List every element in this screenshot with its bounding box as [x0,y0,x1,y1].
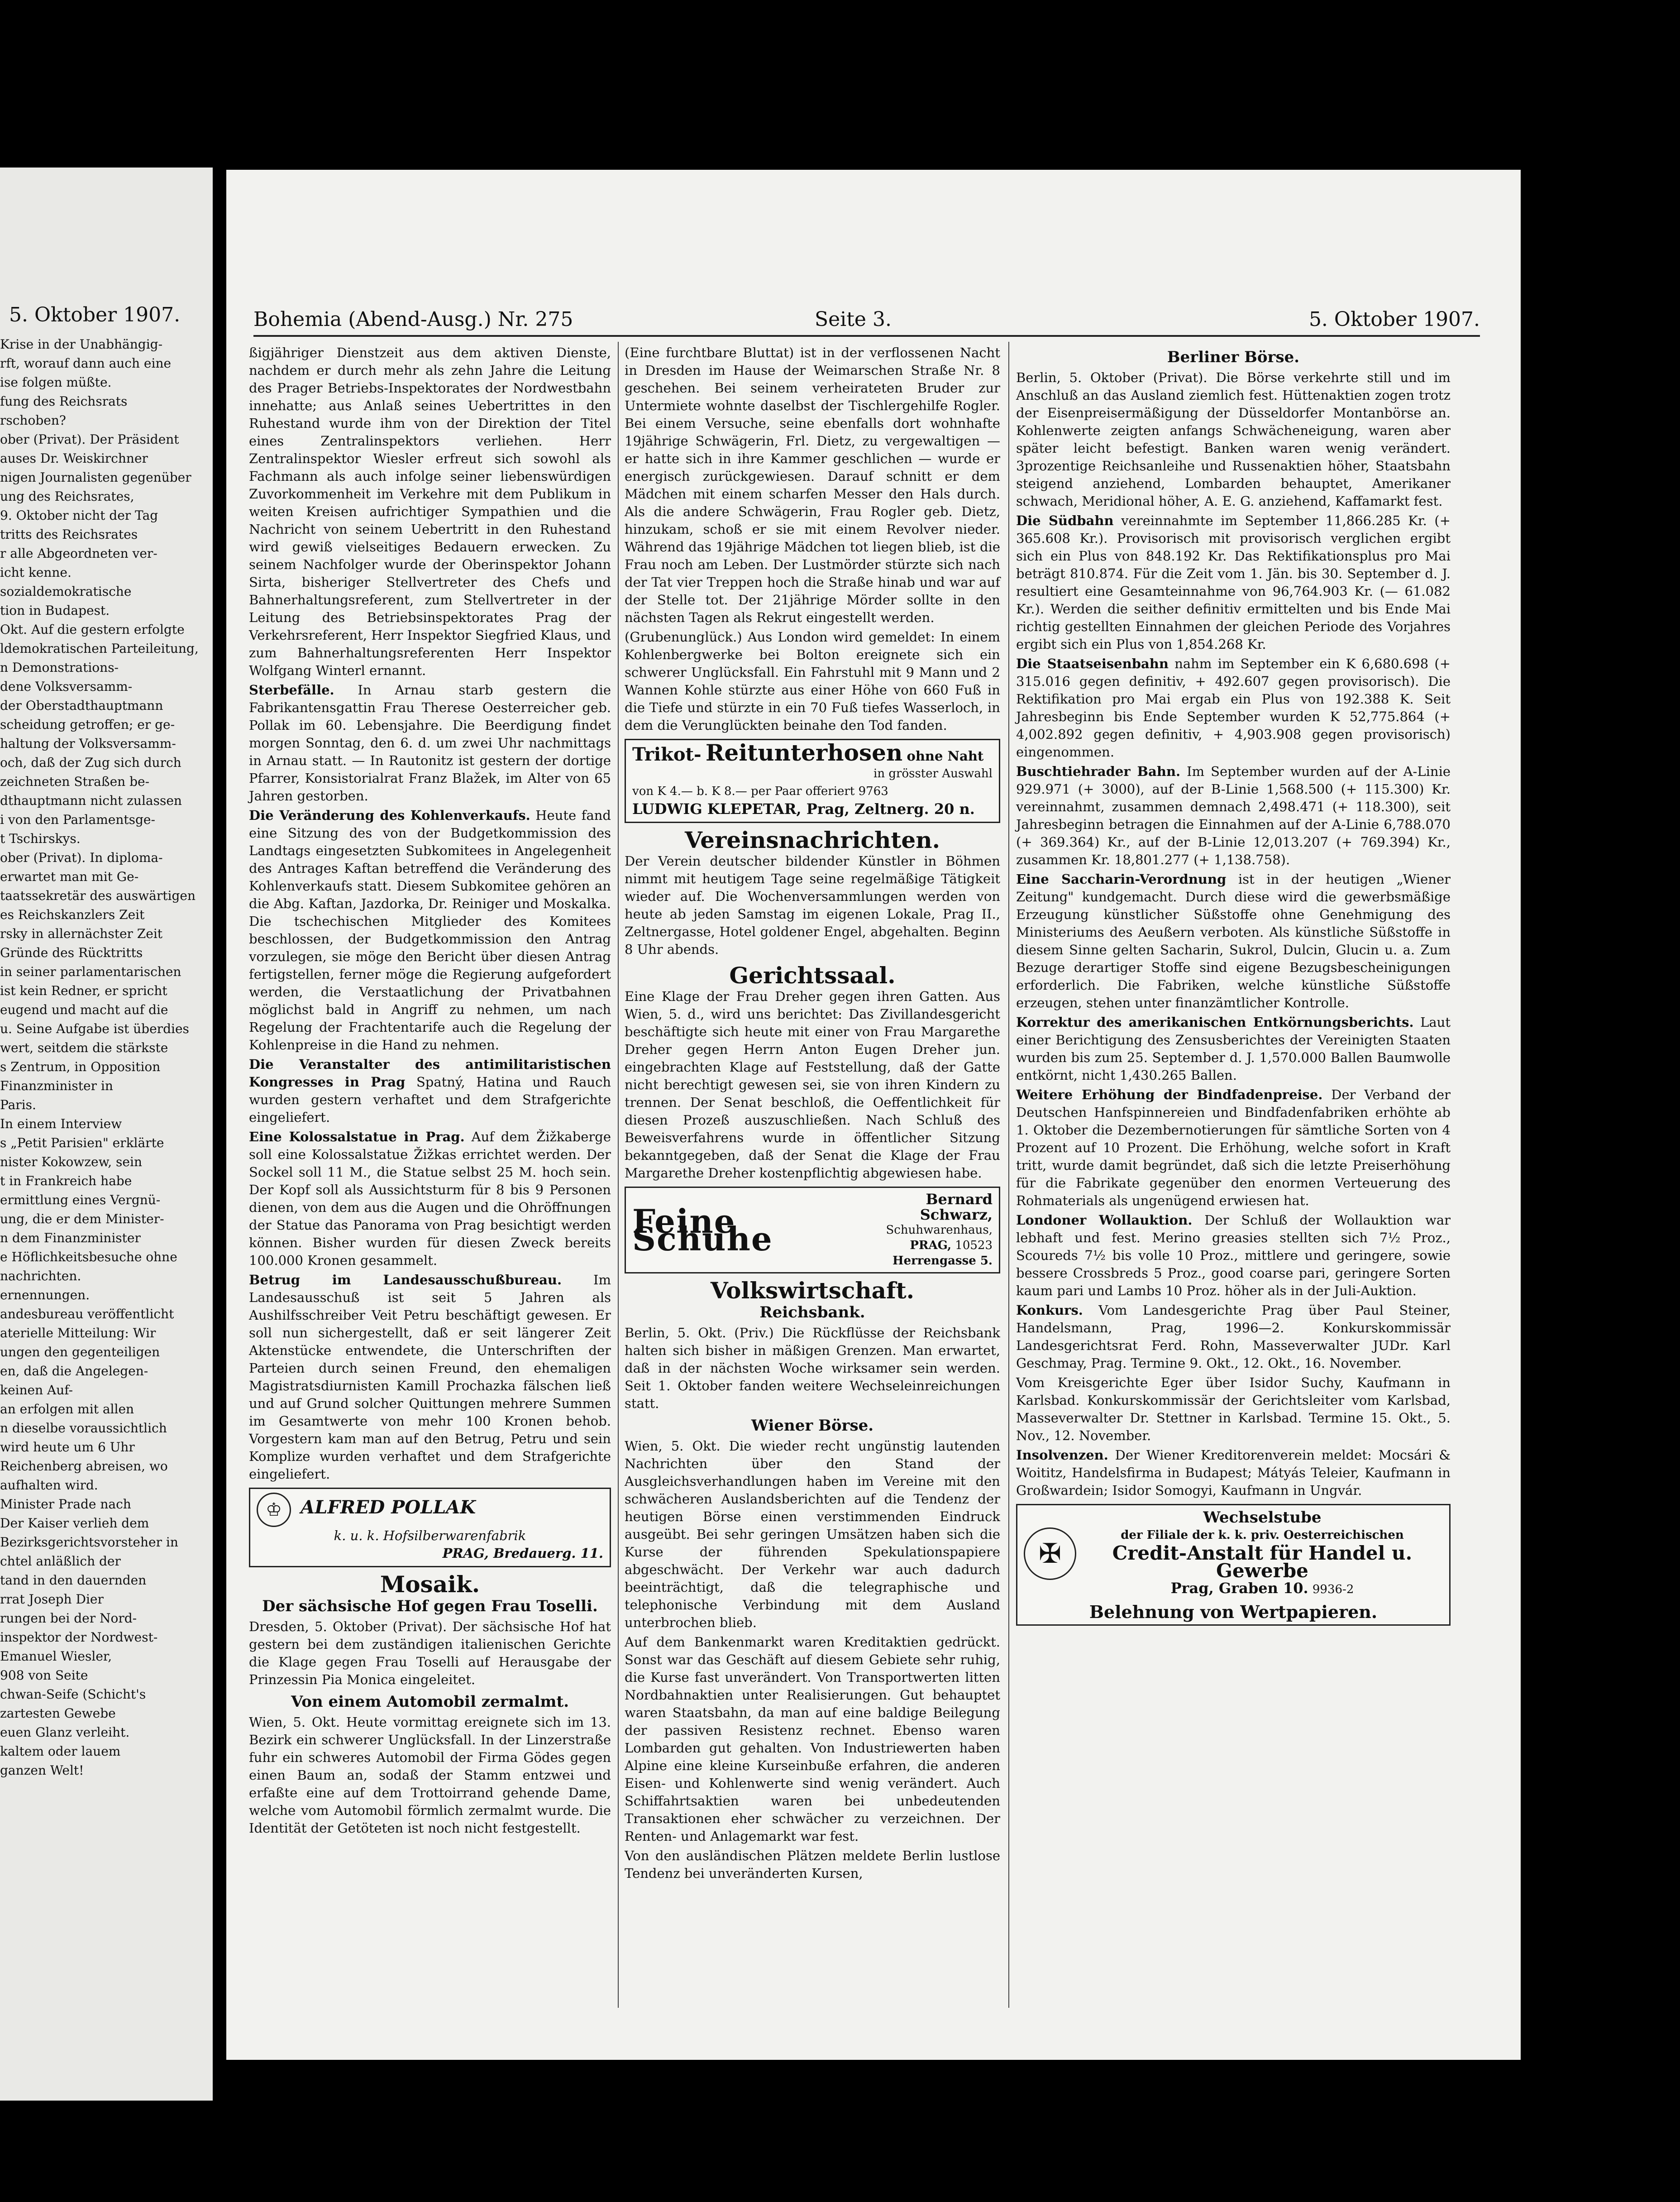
previous-page-line: tion in Budapest. [0,603,110,618]
ad-price: von K 4.— b. K 8.— per Paar offeriert [632,785,855,798]
previous-page-line: t in Frankreich habe [0,1173,132,1188]
article [1016,871,1451,1012]
article-text: Auf dem Bankenmarkt waren Kreditaktien gedrückt. Sonst war das Geschäft auf diesem Gebiete sehr ruhig, die Kurse fast unverändert. Von Transportwerten litten Nordbahnaktien unter Realisierungen. Gut behauptet waren Staatsbahn, da man auf eine baldige Beilegung der passiven Resistenz rechnet. Ebenso waren Lombarden gut gehalten. Von Industriewerten haben Alpine eine kleine Kurseinbuße erfahren, die anderen Eisen- und Kohlenwerte sind wenig verändert. Auch Schiffahrtsaktien waren bei unbedeutenden Transaktionen eher schwächer zu verzeichnen. Der Renten- und Anlagemarkt war fest. [625,1634,1000,1844]
previous-page-line: eugend und macht auf die [0,1002,168,1017]
article [1016,1446,1451,1499]
article-title: Die Staatseisenbahn [1016,656,1169,671]
article [1016,1014,1451,1084]
article-text: Berlin, 5. Oktober (Privat). Die Börse verkehrte still und im Anschluß an das Ausland ziemlich fest. Hüttenaktien zogen trotz der Eisenpreisermäßigung der Düsseldorfer Montanbörse an. Kohlenwerte zeigten anfangs Schwächeneigung, waren aber später leicht befestigt. Banken waren wenig verändert. 3prozentige Reichsanleihe und Russenaktien höher, Staatsbahn steigend anziehend, Lombarden behauptet, Amerikaner schwach, Meridional höher, A. E. G. anziehend, Kaffamarkt fest. [1016,370,1451,509]
previous-page-line: s Zentrum, in Opposition [0,1059,161,1074]
previous-page-line: ise folgen müßte. [0,375,112,390]
article-text: Von den ausländischen Plätzen meldete Berlin lustlose Tendenz bei unveränderten Kursen, [625,1848,1000,1881]
ad-address: Prag, Graben 10. [1170,1580,1308,1597]
article-text: Berlin, 5. Okt. (Priv.) Die Rückflüsse der Reichsbank halten sich bisher in mäßigen Grenzen. Man erwartet, daß in der nächsten Woche wirksamer sein werden. Seit 1. Oktober fanden weitere Wechseleinreichungen statt. [625,1325,1000,1411]
article-title: Die Veranstalter des antimilitaristischen Kongresses in Prag [249,1057,611,1090]
previous-page-line: scheidung getroffen; er ge- [0,717,175,732]
previous-page-line: ldemokratischen Parteileitung, [0,641,199,656]
ad-company: Credit-Anstalt für Handel u. Gewerbe [1112,1542,1413,1582]
ad-number: 10523 [955,1239,993,1252]
section-heading: Gerichtssaal. [729,962,896,989]
ad-street: Herrengasse 5. [892,1254,993,1268]
article-text: Der Wiener Kreditorenverein meldet: Mocsári & Woititz, Handelsfirma in Budapest; Mátyás Teleier, Kaufmann in Großwardein; Isidor Somogyi, Kaufmann in Ungvár. [1016,1447,1451,1498]
previous-page-fragment [0,168,213,2101]
ad-text: Trikot- [632,744,702,765]
previous-page-line: zartesten Gewebe [0,1706,116,1721]
previous-page-line: fung des Reichsrats [0,394,128,409]
column-divider [618,342,619,2008]
article-text: Vom Kreisgerichte Eger über Isidor Suchy, Kaufmann in Karlsbad. Konkurskommissär der Gerichtsleiter vom Karlsbad, Masseverwalter Dr. Stettner in Karlsbad. Termine 15. Okt., 5. Nov., 12. November. [1016,1375,1451,1443]
previous-page-line: rrat Joseph Dier [0,1592,104,1607]
article-text: ist in der heutigen „Wiener Zeitung" kundgemacht. Durch diese wird die gewerbsmäßige Erzeugung künstlicher Süßstoffe ohne Genehmigung des Ministeriums des Aeußern verboten. Als künstliche Süßstoffe in diesem Sinne gelten Sacharin, Sukrol, Dulcin, Glucin u. a. Zum Bezuge derartiger Stoffe sind eigene Bezugsbescheinigungen erforderlich. Die Fabriken, welche künstliche Süßstoffe erzeugen, stehen unter finanzämtlicher Kontrolle. [1016,871,1451,1010]
ad-address: LUDWIG KLEPETAR, Prag, Zeltnerg. 20 n. [632,800,975,818]
previous-page-text-column [0,335,204,1780]
article-title: Eine Saccharin-Verordnung [1016,871,1227,887]
ad-service: Belehnung von Wertpapieren. [1089,1602,1378,1622]
article-text: nahm im September ein K 6,680.698 (+ 315.016 gegen definitiv, + 492.607 gegen provisorisch). Die Rektifikation pro Mai ergab ein Plus von 192.388 K. Seit Jahresbeginn bis Ende September wurden K 52,775.864 (+ 4,002.892 gegen definitiv, + 4,903.908 gegen provisorisch) eingenommen. [1016,656,1451,760]
article-text: Wien, 5. Okt. Die wieder recht ungünstig lautenden Nachrichten über den Stand der Ausgleichsverhandlungen haben im Vereine mit den schwächeren Auslandsberichten auf die Tendenz der heutigen Börse einen verstimmenden Eindruck ausgeübt. Bei sehr geringen Umsätzen haben sich die Kurse der führenden Spekulationspapiere abgeschwächt. Der Verkehr war auch dadurch beeinträchtigt, daß die telegraphische und telephonische Verbindung mit dem Ausland unterbrochen blieb. [625,1438,1000,1630]
double-eagle-emblem-icon: ✠ [1024,1527,1076,1580]
article [249,681,611,805]
article-title: Weitere Erhöhung der Bindfadenpreise. [1016,1087,1323,1102]
previous-page-line: zeichneten Straßen be- [0,774,150,789]
column-divider [1008,342,1009,2008]
advertisement-credit-anstalt [1016,1504,1451,1626]
previous-page-line: in seiner parlamentarischen [0,964,181,979]
article-title: Insolvenzen. [1016,1447,1108,1463]
previous-page-line: s „Petit Parisien" erklärte [0,1135,164,1150]
previous-page-line: rsky in allernächster Zeit [0,926,163,941]
previous-page-line: e Höflichkeitsbesuche ohne [0,1249,177,1264]
article-heading: Berliner Börse. [1167,348,1300,366]
ad-number: 9763 [858,785,888,798]
article-text: Der Verein deutscher bildender Künstler in Böhmen nimmt mit heutigem Tage seine regelmäßige Tätigkeit wieder auf. Die Wochenversammlungen werden von heute ab jeden Samstag im eigenen Lokale, Prag II., Zeltnergasse, Hotel goldener Engel, abgehalten. Beginn 8 Uhr abends. [625,853,1000,957]
previous-page-line: chtel anläßlich der [0,1554,121,1569]
previous-page-line: Gründe des Rücktritts [0,945,143,960]
previous-page-line: 908 von Seite [0,1668,88,1683]
ad-text: ohne Naht [907,748,984,764]
newspaper-page [226,170,1521,2060]
article-title: Londoner Wollauktion. [1016,1212,1193,1228]
column-2 [625,344,1000,1884]
column-1 [249,344,611,1839]
advertisement-klepetar [625,739,1000,823]
article-text: ßigjähriger Dienstzeit aus dem aktiven Dienste, nachdem er durch mehr als zehn Jahre die Leitung des Prager Betriebs-Inspektorates der Nordwestbahn innehatte; aus Anlaß seines Uebertrittes in den Ruhestand wurde ihm von der Direktion der Titel eines Zentralinspektors verliehen. Herr Zentralinspektor Wiesler erfreut sich sowohl als Fachmann als auch infolge seiner liebenswürdigen Zuvorkommenheit im Verkehre mit dem Publikum in weiten Kreisen aufrichtiger Sympathien und die Nachricht von seinem Uebertritt in den Ruhestand wird gewiß vielseitiges Bedauern erwecken. Zu seinem Nachfolger wurde der Oberinspektor Johann Sirta, bisheriger Stellvertreter des Chefs und Bahnerhaltungsreferent, zum Stellvertreter in der Leitung des Betriebsinspektorates Prag der Verkehrsreferent, Herr Inspektor Siegfried Klaus, und zum Bahnerhaltungsreferenten Herr Inspektor Wolfgang Winterl ernannt. [249,345,611,678]
ad-address: PRAG, Bredauerg. 11. [442,1546,603,1561]
previous-page-line: u. Seine Aufgabe ist überdies [0,1021,189,1036]
previous-page-line: Paris. [0,1097,36,1112]
previous-page-line: en, daß die Angelegen- [0,1364,148,1379]
article [1016,1086,1451,1210]
previous-page-line: rft, worauf dann auch eine [0,356,172,371]
section-heading: Volkswirtschaft. [710,1277,915,1304]
page-header [253,308,1480,337]
previous-page-line: es Reichskanzlers Zeit [0,907,145,922]
previous-page-line: tritts des Reichsrates [0,527,138,542]
previous-page-line: rungen bei der Nord- [0,1611,137,1626]
previous-page-line: sozialdemokratische [0,584,132,599]
article-title: Eine Kolossalstatue in Prag. [249,1129,465,1144]
previous-page-line: wert, seitdem die stärkste [0,1040,168,1055]
previous-page-line: n dem Finanzminister [0,1230,141,1245]
previous-page-line: keinen Auf- [0,1383,73,1398]
previous-page-line: ermittlung eines Vergnü- [0,1192,161,1207]
previous-page-line: n Demonstrations- [0,660,119,675]
section-heading: Vereinsnachrichten. [684,827,940,853]
article [1016,763,1451,869]
article-heading: Der sächsische Hof gegen Frau Toselli. [262,1597,598,1615]
article-text: Auf dem Žižkaberge soll eine Kolossalstatue Žižkas errichtet werden. Der Sockel soll 11 M., die Statue selbst 25 M. hoch sein. Der Kopf soll als Aussichtsturm für 8 bis 9 Personen dienen, von dem aus die Augen und die Ohröffnungen der Statue das Panorama von Prag besichtigt werden können. Bisher wurden für diesen Zweck bereits 100.000 Kronen gesammelt. [249,1129,611,1268]
previous-page-line: auses Dr. Weiskirchner [0,451,148,466]
previous-page-line: 9. Oktober nicht der Tag [0,508,158,523]
previous-page-line: inspektor der Nordwest- [0,1630,158,1645]
article-text: Laut einer Berichtigung des Zensusberichtes der Vereinigten Staaten wurden bis zum 25. September d. J. 1,570.000 Ballen Baumwolle entkörnt, nicht 1,430.265 Ballen. [1016,1015,1451,1083]
previous-page-line: dthauptmann nicht zulassen [0,793,182,808]
article-text: Im Landesausschuß ist seit 5 Jahren als Aushilfsschreiber Veit Petru beschäftigt gewesen. Er soll nun sichergestellt, daß er seit längerer Zeit Aktenstücke entwendete, die Unterschriften der Parteien durch seinen Freund, den ehemaligen Magistratsdiurnisten Kamill Prochazka fälschen ließ und auf Grund solcher Quittungen mehrere Summen im Gesamtwerte von mehr 100 Kronen behob. Vorgestern kam man auf den Betrug, Petru und sein Komplize wurden verhaftet und dem Strafgerichte eingeliefert. [249,1272,611,1482]
article-title: Die Südbahn [1016,513,1114,528]
previous-page-line: t Tschirskys. [0,831,81,846]
previous-page-line: erwartet man mit Ge- [0,869,139,884]
article-text: Dresden, 5. Oktober (Privat). Der sächsische Hof hat gestern bei dem zuständigen italienischen Gerichte die Klage gegen Frau Toselli auf Herausgabe der Prinzessin Pia Monica eingeleitet. [249,1619,611,1687]
previous-page-line: an erfolgen mit allen [0,1402,134,1417]
ad-subtitle: Schuhwarenhaus, [886,1223,993,1237]
previous-page-line: andesbureau veröffentlicht [0,1307,174,1321]
article-title: Die Veränderung des Kohlenverkaufs. [249,808,530,823]
article-title: Buschtiehrader Bahn. [1016,764,1181,779]
previous-page-line: haltung der Volksversamm- [0,736,176,751]
page-number: Seite 3. [815,308,892,331]
previous-page-line: Krise in der Unabhängig- [0,337,163,352]
article-heading: Von einem Automobil zermalmt. [291,1693,569,1711]
article [249,1271,611,1483]
article-text: Spatný, Hatina und Rauch wurden gestern verhaftet und dem Strafgerichte eingeliefert. [249,1074,611,1125]
previous-page-line: i von den Parlamentsge- [0,812,155,827]
previous-page-line: nister Kokowzew, sein [0,1154,142,1169]
column-3 [1016,344,1451,1630]
article-text: In Arnau starb gestern die Fabrikantensgattin Frau Therese Oesterreicher geb. Pollak im 60. Lebensjahre. Die Beerdigung findet morgen Sonntag, den 6. d. um zwei Uhr nachmittags in Arnau statt. — In Rautonitz ist gestern der dortige Pfarrer, Konsistorialrat Franz Blažek, im Alter von 65 Jahren gestorben. [249,682,611,804]
article [1016,1211,1451,1300]
previous-page-line: Okt. Auf die gestern erfolgte [0,622,185,637]
article-heading: Reichsbank. [759,1303,865,1321]
article [1016,512,1451,653]
ad-text: in grösster Auswahl [873,767,993,780]
article-heading: Wiener Börse. [751,1417,874,1435]
previous-page-line: ungen den gegenteiligen [0,1345,160,1359]
previous-page-line: nachrichten. [0,1269,81,1283]
article-text: (Grubenunglück.) Aus London wird gemeldet: In einem Kohlenbergwerke bei Bolton ereignete sich ein schwerer Unglücksfall. Ein Fahrstuhl mit 9 Mann und 2 Wannen Kohle stürzte aus einer Höhe von 660 Fuß in die Tiefe und stürzte in ein 70 Fuß tiefes Wasserloch, in dem die Verunglückten beinahe den Tod fanden. [625,629,1000,733]
ad-number: 9936-2 [1312,1583,1354,1596]
previous-page-line: Reichenberg abreisen, wo [0,1459,168,1474]
previous-page-line: nigen Journalisten gegenüber [0,470,191,485]
article-text: Eine Klage der Frau Dreher gegen ihren Gatten. Aus Wien, 5. d., wird uns berichtet: Das Zivillandesgericht beschäftigte sich heute mit einer von Frau Margarethe Dreher gegen Herrn Anton Eugen Dreher jun. eingebrachten Klage auf Feststellung, daß der Gatte nicht berechtigt gewesen sei, sie von ihren Kindern zu trennen. Der Senat beschloß, die Oeffentlichkeit für diesen Prozeß auszuschließen. Nach Schluß des Beweisverfahrens wurde in öffentlicher Sitzung bekanntgegeben, daß der Senat die Klage der Frau Margarethe Dreher kostenpflichtig abgewiesen habe. [625,989,1000,1181]
article [1016,1302,1451,1372]
previous-page-line: Emanuel Wiesler, [0,1649,112,1664]
previous-page-line: aufhalten wird. [0,1478,98,1493]
ad-subtitle: k. u. k. Hofsilberwarenfabrik [334,1528,526,1543]
article-title: Betrug im Landesausschußbureau. [249,1272,562,1288]
previous-page-line: n dieselbe voraussichtlich [0,1421,167,1436]
advertisement-schwarz [625,1187,1000,1273]
article-text: Der Schluß der Wollauktion war lebhaft und fest. Merino greasies stellten sich 7½ Proz., Scoureds 7½ bis volle 10 Proz., mittlere und geringere, sowie bessere Crossbreds 5 Proz., good coarse pari, geringere Sorten kaum pari und Lambs 10 Proz. höher als in der Juli-Auktion. [1016,1212,1451,1298]
previous-page-line: rschoben? [0,413,66,428]
previous-page-line: wird heute um 6 Uhr [0,1440,135,1455]
ad-city: PRAG, [910,1239,952,1252]
advertisement-pollak [249,1488,611,1567]
crown-emblem-icon: ♔ [257,1493,291,1527]
previous-page-line: kaltem oder lauem [0,1744,121,1759]
article-text: Wien, 5. Okt. Heute vormittag ereignete sich im 13. Bezirk ein schwerer Unglücksfall. In der Linzerstraße fuhr ein schweres Automobil der Firma Gödes gegen einen Baum an, sodaß der Stamm entzwei und erfaßte eine auf dem Trottoirrand gehende Dame, welche vom Automobil förmlich zermalmt wurde. Die Identität der Getöteten ist noch nicht festgestellt. [249,1714,611,1836]
previous-page-line: aterielle Mitteilung: Wir [0,1326,156,1340]
previous-page-header-date: 5. Oktober 1907. [9,303,181,326]
ad-title: Wechselstube [1203,1508,1322,1527]
previous-page-line: ung des Reichsrates, [0,489,134,504]
ad-text [632,783,993,800]
previous-page-line: In einem Interview [0,1116,122,1131]
previous-page-line: tand in den dauernden [0,1573,147,1588]
article-text: Der Verband der Deutschen Hanfspinnereien und Bindfadenfabriken erhöhte ab 1. Oktober die Dezembernotierungen für sämtliche Sorten von 4 Prozent auf 10 Prozent. Die Erhöhung, welche sofort in Kraft tritt, wurde damit begründet, daß sich die letzte Preiserhöhung für die Fabrikate gegenüber den enormen Verteuerung des Rohmaterials als ungenügend erwiesen hat. [1016,1087,1451,1208]
previous-page-line: ernennungen. [0,1288,90,1302]
article-text: Vom Landesgerichte Prag über Paul Steiner, Handelsmann, Prag, 1996—2. Konkurskommissär Landesgerichtsrat Ferd. Rohn, Masseverwalter JUDr. Karl Geschmay, Prag. Termine 9. Okt., 12. Okt., 16. November. [1016,1302,1451,1371]
previous-page-line: Finanzminister in [0,1078,113,1093]
previous-page-line: chwan-Seife (Schicht's [0,1687,146,1702]
previous-page-line: ganzen Welt! [0,1763,84,1778]
ad-details [863,1192,993,1269]
article-title: Sterbefälle. [249,682,334,698]
ad-company-name: ALFRED POLLAK [301,1497,476,1518]
previous-page-line: r alle Abgeordneten ver- [0,546,158,561]
previous-page-line: Minister Prade nach [0,1497,131,1512]
ad-headline: Feine Schuhe [632,1202,773,1258]
previous-page-line: der Oberstadthauptmann [0,698,163,713]
previous-page-line: ung, die er dem Minister- [0,1211,164,1226]
previous-page-line: ist kein Redner, er spricht [0,983,167,998]
previous-page-line: ober (Privat). In diploma- [0,850,163,865]
previous-page-line: Bezirksgerichtsvorsteher in [0,1535,178,1550]
previous-page-line: icht kenne. [0,565,72,580]
previous-page-line: taatssekretär des auswärtigen [0,888,196,903]
article [249,1128,611,1269]
article-text: Heute fand eine Sitzung des von der Budgetkommission des Landtags eingesetzten Subkomitees in Angelegenheit des Antrages Kaftan betreffend die Veränderung des Kohlenverkaufs statt. Diesem Subkomitee gehören an die Abg. Kaftan, Jazdorka, Dr. Reiniger und Moskalka. Die tschechischen Mitglieder des Komitees beschlossen, der Budgetkommission den Antrag vorzulegen, sie möge den Bericht über diesen Antrag fertigstellen, ferner möge die Regierung aufgefordert werden, die Verstaatlichung der Privatbahnen möglichst bald in Angriff zu nehmen, um nach Regelung der Frachtentarife auch die Regelung der Kohlenpreise in die Hand zu nehmen. [249,808,611,1053]
article-text: Im September wurden auf der A-Linie 929.971 (+ 3000), auf der B-Linie 1,568.500 (+ 115.300) Kr. vereinnahmt, zusammen demnach 2,498.471 (+ 118.300), seit Jahresbeginn betragen die Einnahmen auf der A-Linie 6,788.070 (+ 369.364) Kr., auf der B-Linie 12,013.207 (+ 769.394) Kr., zusammen Kr. 18,801.277 (+ 1,138.758). [1016,764,1451,867]
previous-page-line: dene Volksversamm- [0,679,133,694]
previous-page-line: Der Kaiser verlieh dem [0,1516,149,1531]
article-text: vereinnahmte im September 11,866.285 Kr. (+ 365.608 Kr.). Provisorisch mit provisorisch verglichen ergibt sich ein Plus von 848.192 Kr. Das Rektifikationsplus pro Mai beträgt 810.874. Für die Zeit vom 1. Jän. bis 30. September d. J. resultiert eine Gesamteinnahme von 96,764.903 Kr. (— 61.082 Kr.). Werden die seither definitiv ermittelten und bis Ende Mai richtig gestellten Einnahmen der gleichen Periode des Vorjahres ergibt sich ein Plus von 1,854.268 Kr. [1016,513,1451,652]
ad-company: Bernard Schwarz, [920,1191,993,1223]
previous-page-line: euen Glanz verleiht. [0,1725,130,1740]
article [249,807,611,1054]
previous-page-line: ober (Privat). Der Präsident [0,432,179,447]
article-text: (Eine furchtbare Bluttat) ist in der verflossenen Nacht in Dresden im Hause der Weimarschen Straße Nr. 8 geschehen. Bei seinem verheirateten Bruder zur Untermiete wohnte daselbst der Tischlergehilfe Rogler. Bei einem Versuche, seine ebenfalls dort wohnhafte 19jährige Schwägerin, Frl. Dietz, zu vergewaltigen — er hatte sich in ihre Kammer geschlichen — wurde er energisch zurückgewiesen. Darauf schnitt er dem Mädchen mit einem scharfen Messer den Hals durch. Als die andere Schwägerin, Frau Rogler geb. Dietz, hinzukam, schoß er sie mit einem Revolver nieder. Während das 19jährige Mädchen tot liegen blieb, ist die Frau noch am Leben. Der Lustmörder stürzte sich nach der Tat vier Treppen hoch die Straße hinab und war auf der Stelle tot. Der 21jährige Mörder sollte in den nächsten Tagen als Rekrut eingestellt werden. [625,345,1000,625]
ad-subtitle: der Filiale der k. k. priv. Oesterreichischen [1121,1528,1404,1542]
article [1016,655,1451,761]
article [249,1056,611,1126]
header-date: 5. Oktober 1907. [1308,308,1480,331]
section-heading-mosaik: Mosaik. [380,1571,480,1598]
masthead: Bohemia (Abend-Ausg.) Nr. 275 [253,308,573,331]
ad-text: Reitunterhosen [705,739,903,766]
article-title: Konkurs. [1016,1302,1083,1318]
article-title: Korrektur des amerikanischen Entkörnungsberichts. [1016,1015,1414,1030]
previous-page-line: och, daß der Zug sich durch [0,755,181,770]
